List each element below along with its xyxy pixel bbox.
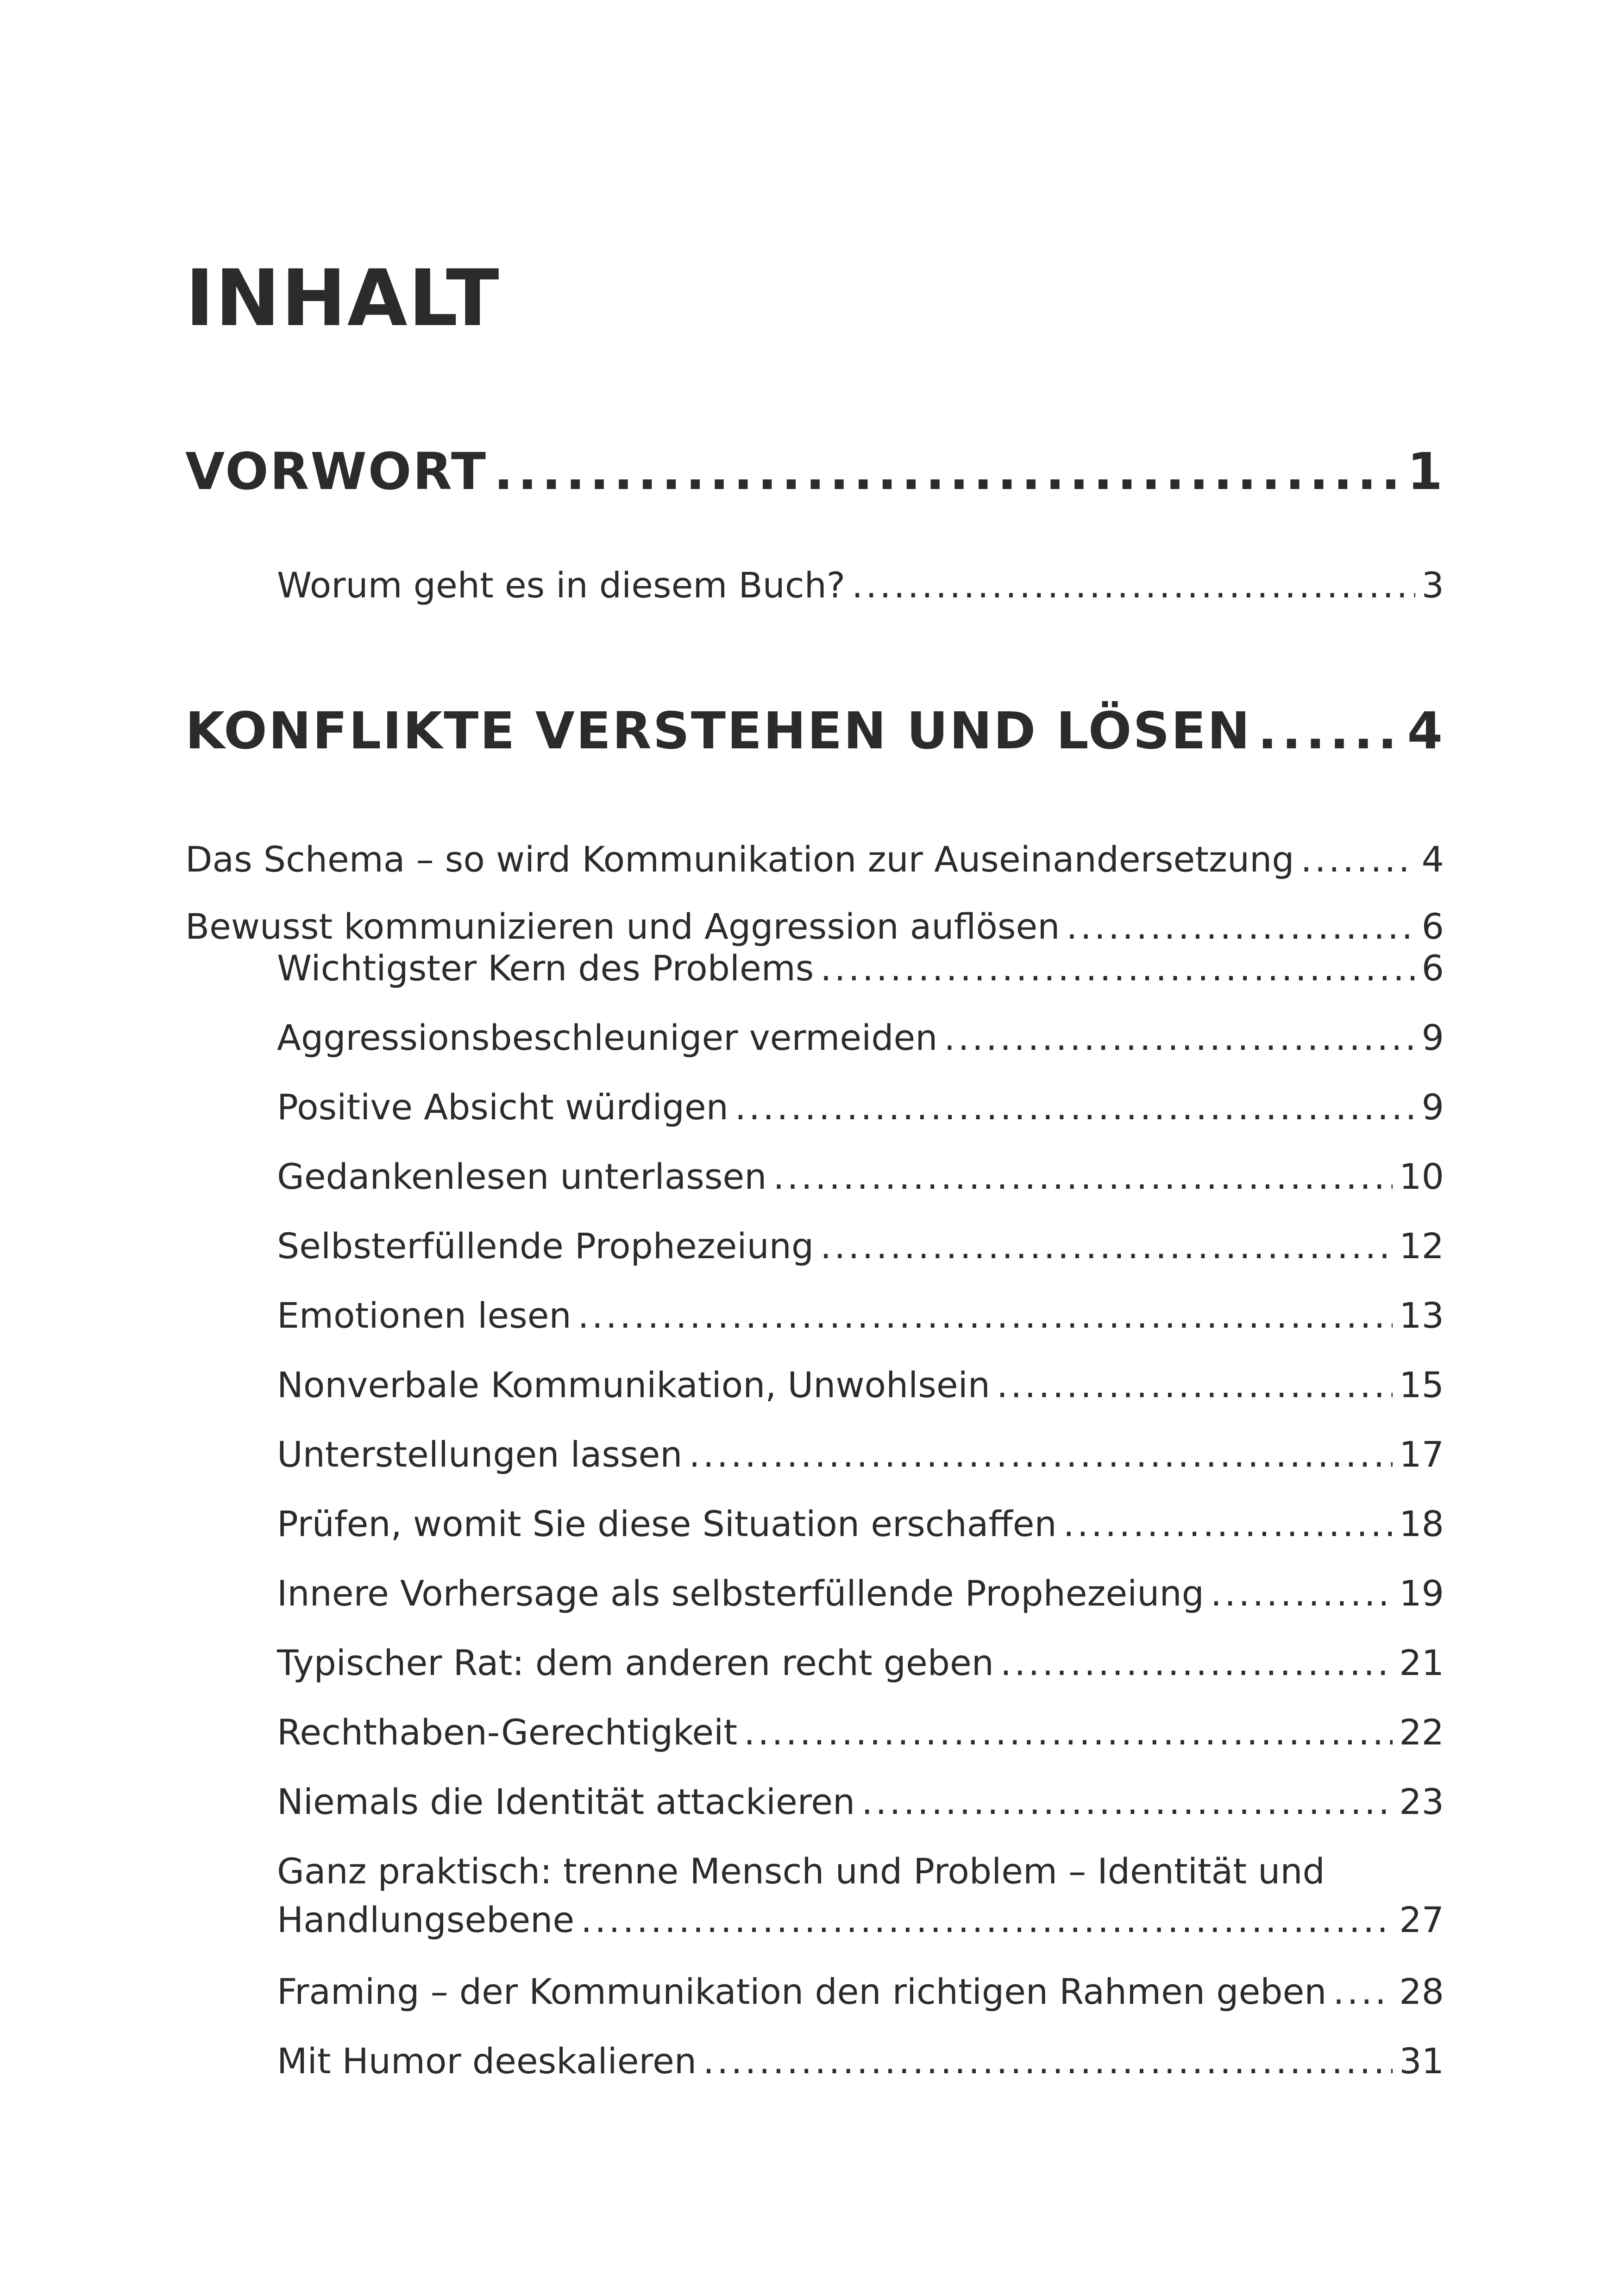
- toc-entry-label: Framing – der Kommunikation den richtigen Rahmen geben: [277, 1971, 1327, 2012]
- toc-entry[interactable]: [277, 1155, 1444, 1198]
- toc-entry[interactable]: [277, 1572, 1444, 1614]
- toc-entry-label: Das Schema – so wird Kommunikation zur Auseinandersetzung: [185, 839, 1294, 880]
- toc-page-number: 4: [1421, 839, 1444, 880]
- toc-section[interactable]: [185, 838, 1444, 880]
- dot-leader: [494, 441, 1400, 502]
- toc-entry-label: Mit Humor deeskalieren: [277, 2040, 697, 2082]
- toc-entry-label: Handlungsebene: [277, 1899, 575, 1940]
- dot-leader: [581, 1899, 1393, 1941]
- toc-entry-label: KONFLIKTE VERSTEHEN UND LÖSEN: [185, 701, 1251, 760]
- dot-leader: [735, 1086, 1415, 1128]
- dot-leader: [944, 1016, 1415, 1059]
- toc-entry-label: Emotionen lesen: [277, 1295, 571, 1336]
- toc-entry[interactable]: [277, 1503, 1444, 1545]
- toc-page-number: 9: [1421, 1017, 1444, 1058]
- toc-page-number: 27: [1399, 1899, 1444, 1940]
- toc-page-number: 13: [1399, 1295, 1444, 1336]
- dot-leader: [852, 564, 1415, 606]
- toc-entry[interactable]: [277, 1433, 1444, 1475]
- toc-entry[interactable]: [277, 947, 1444, 989]
- toc-page-number: 6: [1421, 906, 1444, 947]
- toc-page-number: 18: [1399, 1503, 1444, 1544]
- dot-leader: [861, 1781, 1393, 1823]
- toc-entry[interactable]: [277, 1225, 1444, 1267]
- dot-leader: [1063, 1503, 1393, 1545]
- toc-page-number: 31: [1399, 2040, 1444, 2082]
- toc-page-number: 28: [1399, 1971, 1444, 2012]
- toc-entry[interactable]: [277, 1086, 1444, 1128]
- toc-entry[interactable]: [277, 564, 1444, 606]
- toc-page-number: 9: [1421, 1086, 1444, 1128]
- toc-page-number: 4: [1407, 701, 1444, 760]
- toc-page-number: 23: [1399, 1781, 1444, 1822]
- toc-entry[interactable]: [277, 1899, 1444, 1941]
- toc-page-number: 1: [1407, 442, 1444, 501]
- dot-leader: [1258, 700, 1401, 761]
- dot-leader: [1333, 1970, 1393, 2013]
- dot-leader: [820, 947, 1415, 989]
- toc-entry-label: Selbsterfüllende Prophezeiung: [277, 1225, 814, 1267]
- dot-leader: [997, 1364, 1393, 1406]
- toc-entry[interactable]: [277, 1294, 1444, 1336]
- dot-leader: [744, 1711, 1393, 1753]
- toc-entry-label: Prüfen, womit Sie diese Situation erschaffen: [277, 1503, 1057, 1544]
- toc-entry[interactable]: [277, 1016, 1444, 1059]
- toc-page-number: 22: [1399, 1712, 1444, 1753]
- toc-entry[interactable]: [277, 1781, 1444, 1823]
- toc-page-number: 3: [1421, 565, 1444, 606]
- toc-page-number: 19: [1399, 1573, 1444, 1614]
- dot-leader: [1066, 905, 1415, 947]
- dot-leader: [1300, 838, 1415, 880]
- toc-entry-label: Rechthaben-Gerechtigkeit: [277, 1712, 738, 1753]
- dot-leader: [689, 1433, 1393, 1475]
- dot-leader: [703, 2040, 1393, 2082]
- toc-entry-label: Bewusst kommunizieren und Aggression auflösen: [185, 906, 1060, 947]
- dot-leader: [773, 1155, 1393, 1198]
- toc-entry-label: Unterstellungen lassen: [277, 1434, 683, 1475]
- dot-leader: [578, 1294, 1393, 1336]
- toc-entry-label: Worum geht es in diesem Buch?: [277, 565, 846, 606]
- toc-page-number: 10: [1399, 1156, 1444, 1197]
- toc-entry[interactable]: [277, 1711, 1444, 1753]
- toc-entry-label: VORWORT: [185, 442, 488, 501]
- toc-entry-label: Typischer Rat: dem anderen recht geben: [277, 1642, 994, 1683]
- toc-chapter-vorwort[interactable]: [185, 441, 1444, 502]
- page-title: INHALT: [185, 253, 500, 344]
- toc-entry[interactable]: [277, 1364, 1444, 1406]
- toc-entry-label: Positive Absicht würdigen: [277, 1086, 728, 1128]
- toc-entry[interactable]: [277, 1970, 1444, 2013]
- toc-section[interactable]: [185, 905, 1444, 947]
- toc-entry-label: Gedankenlesen unterlassen: [277, 1156, 767, 1197]
- toc-page-number: 6: [1421, 947, 1444, 989]
- toc-entry[interactable]: [277, 1642, 1444, 1684]
- toc-entry-first-line[interactable]: Ganz praktisch: trenne Mensch und Problem – Identität und: [277, 1851, 1325, 1892]
- toc-entry-label: Wichtigster Kern des Problems: [277, 947, 814, 989]
- toc-page-number: 12: [1399, 1225, 1444, 1267]
- toc-entry-label: Aggressionsbeschleuniger vermeiden: [277, 1017, 938, 1058]
- toc-entry[interactable]: [277, 2040, 1444, 2082]
- dot-leader: [1000, 1642, 1393, 1684]
- dot-leader: [1211, 1572, 1393, 1614]
- toc-entry-label: Nonverbale Kommunikation, Unwohlsein: [277, 1364, 990, 1405]
- toc-page-number: 21: [1399, 1642, 1444, 1683]
- toc-entry-label: Niemals die Identität attackieren: [277, 1781, 855, 1822]
- toc-page-number: 17: [1399, 1434, 1444, 1475]
- toc-entry-label: Innere Vorhersage als selbsterfüllende Prophezeiung: [277, 1573, 1204, 1614]
- dot-leader: [820, 1225, 1393, 1267]
- toc-chapter-konflikte[interactable]: [185, 700, 1444, 761]
- toc-page-number: 15: [1399, 1364, 1444, 1405]
